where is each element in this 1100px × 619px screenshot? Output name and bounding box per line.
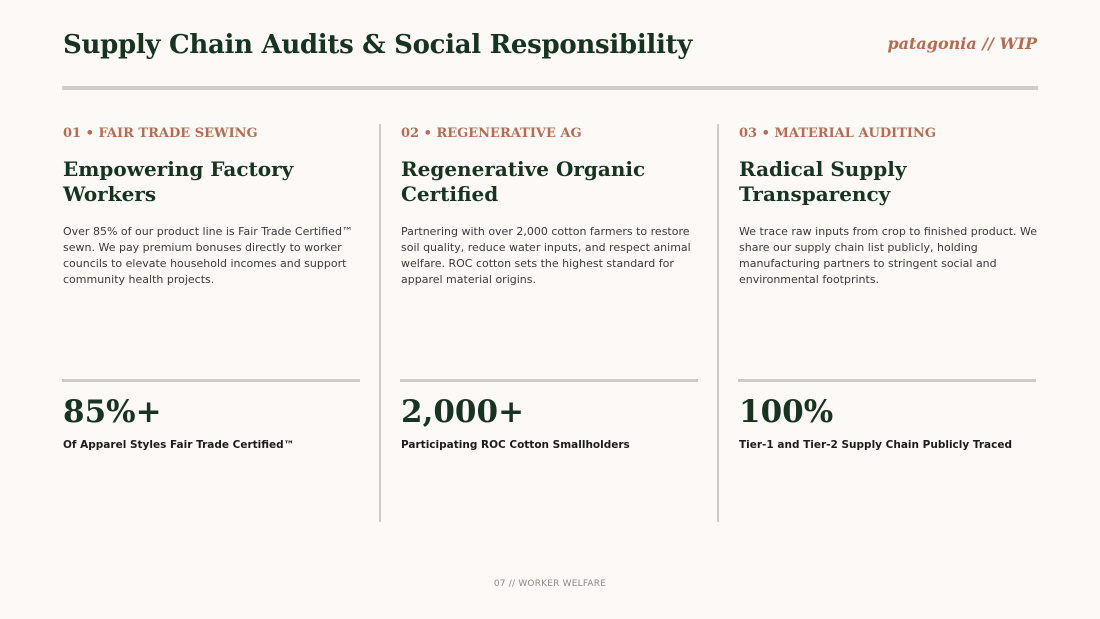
slide-title: Supply Chain Audits & Social Responsibility — [63, 30, 693, 60]
brand-tag: patagonia // WIP — [887, 34, 1037, 53]
column-eyebrow: 01 • FAIR TRADE SEWING — [63, 126, 258, 141]
column-eyebrow: 02 • REGENERATIVE AG — [401, 126, 582, 141]
column-body: Over 85% of our product line is Fair Trade Certified™ sewn. We pay premium bonuses directly to worker councils to elevate household incomes and support community health projects. — [63, 225, 353, 286]
stat-divider — [62, 379, 360, 382]
column-regenerative — [401, 124, 701, 522]
stat-label: Participating ROC Cotton Smallholders — [401, 439, 630, 451]
column-heading: Empowering Factory Workers — [63, 157, 294, 206]
column-eyebrow: 03 • MATERIAL AUDITING — [739, 126, 936, 141]
stat-value: 100% — [739, 394, 834, 430]
column-body: Partnering with over 2,000 cotton farmers to restore soil quality, reduce water inputs, and respect animal welfare. ROC cotton sets the highest standard for apparel material origins. — [401, 225, 691, 286]
stat-value: 85%+ — [63, 394, 162, 430]
page-footer: 07 // WORKER WELFARE — [493, 579, 607, 589]
column-heading: Radical Supply Transparency — [739, 157, 907, 206]
stat-label: Tier-1 and Tier-2 Supply Chain Publicly Traced — [739, 439, 1012, 451]
column-heading: Regenerative Organic Certified — [401, 157, 646, 206]
column-body: We trace raw inputs from crop to finished product. We share our supply chain list publicly, holding manufacturing partners to stringent social and environmental footprints. — [739, 225, 1038, 286]
column-divider — [717, 124, 719, 522]
stat-divider — [400, 379, 698, 382]
stat-label: Of Apparel Styles Fair Trade Certified™ — [63, 439, 295, 451]
header-divider — [62, 86, 1038, 90]
column-transparency — [739, 124, 1039, 522]
stat-value: 2,000+ — [401, 394, 525, 430]
column-fair-trade — [63, 124, 363, 522]
stat-divider — [738, 379, 1036, 382]
column-divider — [379, 124, 381, 522]
